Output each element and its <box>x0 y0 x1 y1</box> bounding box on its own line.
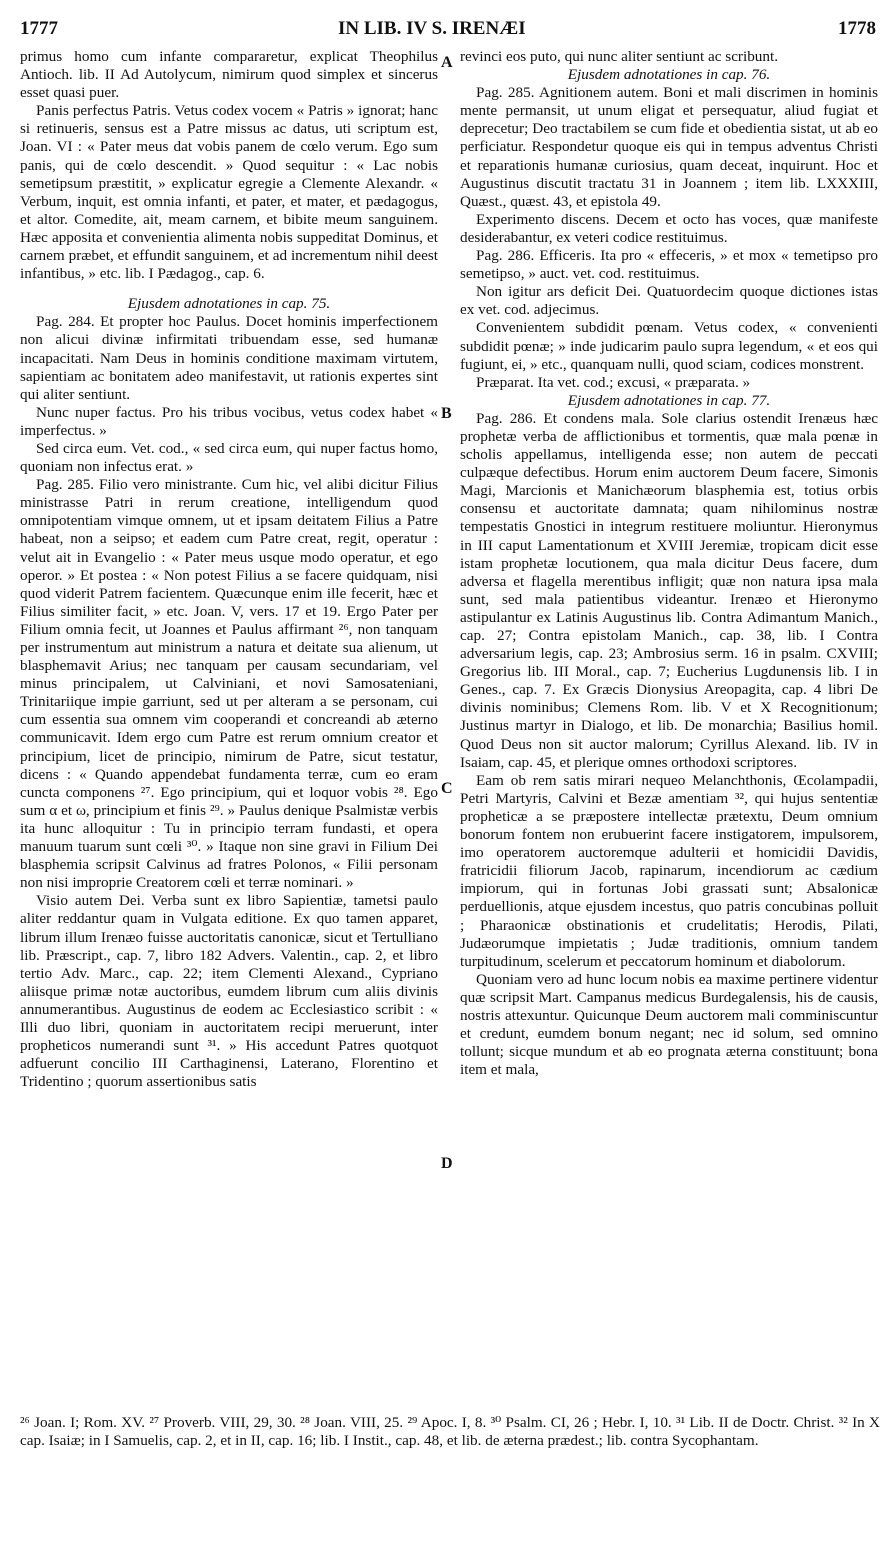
left-column <box>20 48 438 1091</box>
paragraph: primus homo cum infante compararetur, explicat Theophilus Antioch. lib. II Ad Autolycum, nimirum quod simplex et sincerus esset quasi puer. <box>20 48 438 102</box>
running-header <box>20 18 876 46</box>
paragraph: Sed circa eum. Vet. cod., « sed circa eum, qui nuper factus homo, quoniam non infectus erat. » <box>20 439 438 476</box>
paragraph: Præparat. Ita vet. cod.; excusi, « præparata. » <box>476 373 751 391</box>
paragraph: Pag. 285. Filio vero ministrante. Cum hic, vel alibi dicitur Filius ministrasse Patri in rerum creatione, intelligendum quod omnipotentiam vimque omnem, ut et ipsam deitatem Filius a Patre habeat, non a seipso; et eadem cum Patre creat, regit, operatur : velut ait in Evangelio : « Pater meus usque modo operatur, et ego operor. » Et postea : « Non potest Filius a se facere quidquam, nisi quod viderit Patrem facientem. Quæcunque enim ille fecerit, hæc et Filius similiter facit, » etc. Joan. V, vers. 17 et 19. Ergo Pater per Filium omnia fecit, ut Joannes et Paulus affirmant ²⁶, non tanquam per instrumentum aut ministrum a natura et deitate sua alienum, ut blasphemavit Arius; nec tanquam per causam secundariam, vel minus principalem, ut Calviniani, et novi Samosateniani, Trinitariique impie garriunt, sed ut per alteram a se personam, cui cum essentia sua omnem vim cooperandi et concreandi ab æterno communicavit. Idem ergo cum Patre est rerum omnium creator et principium, licet de principio, nimirum de Patre, sicut testatur, dicens : « Quando appendebat fundamenta terræ, cum eo eram cuncta componens ²⁷. Ego principium, qui et loquor vobis ²⁸. Ego sum α et ω, principium et finis ²⁹. » Paulus denique Psalmistæ verbis ita hunc alloquitur : Tu in principio terram fundasti, et opera manuum tuarum sunt cœli ³⁰. » Itaque non sine gravi in Filium Dei blasphemia scripsit Calvinus ad fratres Polonos, « Filii personam non nisi improprie Creatorem cœli et terræ nominari. » <box>20 476 438 892</box>
right-column <box>460 48 878 1079</box>
page-number-left: 1777 <box>20 18 58 39</box>
paragraph: revinci eos puto, qui nunc aliter sentiunt ac scribunt. <box>460 48 779 65</box>
footnotes <box>20 1414 880 1450</box>
paragraph: Non igitur ars deficit Dei. Quatuordecim quoque dictiones istas ex vet. cod. adjecimus. <box>460 283 878 319</box>
section-heading: Ejusdem adnotationes in cap. 75. <box>127 295 331 313</box>
paragraph: Pag. 284. Et propter hoc Paulus. Docet hominis imperfectionem non alicui divinæ infirmitati tribuendam esse, sed humanæ incapacitati. Nam Deus in hominis conditione maximam virtutem, sapientiam ac bonitatem adeo manifestavit, ut rationis expertes sint qui aliter sentiunt. <box>20 313 438 403</box>
paragraph: Nunc nuper factus. Pro his tribus vocibus, vetus codex habet « imperfectus. » <box>20 403 438 439</box>
paragraph: Pag. 286. Efficeris. Ita pro « effeceris, » et mox « temetipso pro semetipso, » auct. vet. cod. restituimus. <box>460 247 878 283</box>
paragraph: Quoniam vero ad hunc locum nobis ea maxime pertinere videntur quæ scripsit Mart. Campanus medicus Burdegalensis, his de causis, nostris attexuntur. Quicunque Deum auctorem mali comminiscuntur et credunt, eumdem bonum negant; nec id solum, sed omnino tollunt; sicque mundum et ab eo prognata æterna constituunt; bona item et mala, <box>460 970 878 1079</box>
margin-marker-b: B <box>441 405 452 422</box>
page-number-right: 1778 <box>838 18 876 39</box>
paragraph: Experimento discens. Decem et octo has voces, quæ manifeste desiderabantur, ex veteri codice restituimus. <box>460 210 878 246</box>
section-heading: Ejusdem adnotationes in cap. 77. <box>567 391 771 409</box>
paragraph: Convenientem subdidit pœnam. Vetus codex, « convenienti subdidit pœnæ; » inde judicarim paulo supra legendum, « et eos qui fugiunt, ei, » etc., quanquam nulli, quod sciam, codices monstrent. <box>460 319 878 373</box>
margin-marker-a: A <box>441 54 453 71</box>
footnote-line: ²⁶ Joan. I; Rom. XV. ²⁷ Proverb. VIII, 29, 30. ²⁸ Joan. VIII, 25. ²⁹ Apoc. I, 8. ³⁰ Psalm. CI, 26 ; Hebr. I, 10. ³¹ Lib. II de Doctr. Christ. ³² In X cap. Isaiæ; in I Samuelis, cap. 2, et in II, cap. 16; lib. I Instit., cap. 48, et lib. de æterna prædest.; lib. contra Sycophantam. <box>20 1414 880 1449</box>
paragraph: Visio autem Dei. Verba sunt ex libro Sapientiæ, tametsi paulo aliter reddantur quam in Vulgata editione. Ex quo tamen apparet, librum illum Irenæo fuisse auctoritatis canonicæ, sicut et Tertulliano lib. Præscript., cap. 7, libro 182 Advers. Valentin., cap. 2, et libro tertio Adv. Marc., cap. 22; item Clementi Alexand., Cypriano aliisque primæ notæ auctoribus, eumdem librum cum aliis divinis annumerantibus. Augustinus de eodem ac Ecclesiastico scribit : « Illi duo libri, quoniam in auctoritatem recipi meruerunt, inter propheticos numerandi sunt ³¹. » His accedunt Patres quotquot adfuerunt concilio III Carthaginensi, Laterano, Florentino et Tridentino ; quorum assertionibus satis <box>20 892 438 1091</box>
running-title: IN LIB. IV S. IRENÆI <box>338 18 526 39</box>
margin-marker-c: C <box>441 780 453 797</box>
margin-marker-d: D <box>441 1155 453 1172</box>
paragraph: Pag. 286. Et condens mala. Sole clarius ostendit Irenæus hæc prophetæ verba de afflictionibus et tormentis, quæ mala pœnæ in scholis appellamus, intelligenda esse; non autem de peccati culpæque defectibus. Horum enim auctorem Deum facere, Simonis Magi, Marcionis et Manichæorum blasphemia est, totius orbis consensu et auctoritate damnata; quam nihilominus nostræ tempestatis Gnostici in integrum restituere moliuntur. Hieronymus in III caput Lamentationum et XVIII Jeremiæ, tropicam dicit esse istam prophetæ locutionem, qua mala dicitur Deus facere, dum adversa et flagella merentibus infligit; quæ non natura ipsa mala sunt, sed mala patientibus videantur. Irenæo et Hieronymo astipulantur ex Latinis Augustinus lib. Contra Adimantum Manich., cap. 27; Contra epistolam Manich., cap. 38, lib. I Contra adversarium legis, cap. 23; Ambrosius serm. 16 in psalm. CXVIII; Gregorius lib. III Moral., cap. 7; Eucherius Lugdunensis lib. I in Genes., cap. 7. Ex Græcis Dionysius Areopagita, cap. 4 libri De divinis nominibus; Clemens Rom. lib. V et X Recognitionum; Justinus martyr in Dialogo, et lib. De monarchia; Basilius homil. Quod Deus non sit auctor malorum; Cyrillus Alexand. lib. IV in Isaiam, cap. 45, et plerique omnes orthodoxi scriptores. <box>460 409 878 771</box>
paragraph: Eam ob rem satis mirari nequeo Melanchthonis, Œcolampadii, Petri Martyris, Calvini et Bezæ amentiam ³², qui hujus sententiæ propheticæ a se præpostere intellectæ prætextu, Deum omnium bonorum fontem non erubuerint facere instigatorem, impulsorem, imo operatorem auctoremque adulterii et homicidii Davidis, fratricidii filiorum Jacob, rapinarum, incendiorum ac cædium impiorum, qui in fortunas Jobi grassati sunt; Absalonicæ perduellionis, atque ejusdem incestus, quo patris concubinas polluit ; Pharaonicæ obstinationis et crudelitatis; Herodis, Pilati, Judæorumque impietatis ; Judæ traditionis, omnium tandem turpitudinum, scelerum et peccatorum hominum et diabolorum. <box>460 771 878 970</box>
paragraph: Pag. 285. Agnitionem autem. Boni et mali discrimen in hominis mente permansit, ut unum eligat et persequatur, aliud fugiat et deprecetur; Deo tractabilem se cum fide et obedientia sistat, ut ab eo perficiatur. Respondetur quoque eis qui in tempus adventus Christi et reparationis humanæ curiosius, quam deceat, inquirunt. Hoc et Augustinus discutit tractatu 31 in Joannem ; item lib. LXXXIII, Quæst., quæst. 43, et epistola 49. <box>460 84 878 210</box>
paragraph: Panis perfectus Patris. Vetus codex vocem « Patris » ignorat; hanc si retinueris, sensus est a Patre missus ac datus, uti scriptum est, Joan. VI : « Pater meus dat vobis panem de cœlo verum. Ego sum panis, qui de cœlo descendit. » Quod sequitur : « Lac nobis semetipsum præstitit, » explicatur egregie a Clemente Alexandr. « Verbum, inquit, est omnia infanti, et pater, et mater, et pædagogus, et altor. Comedite, ait, meam carnem, et bibite meum sanguinem. Hæc apposita et convenientia alimenta nobis suppeditat Dominus, et carnem præbet, et effundit sanguinem, et ad incrementum nihil deest infantibus, » etc. lib. I Pædagog., cap. 6. <box>20 102 438 283</box>
section-heading: Ejusdem adnotationes in cap. 76. <box>567 66 771 84</box>
